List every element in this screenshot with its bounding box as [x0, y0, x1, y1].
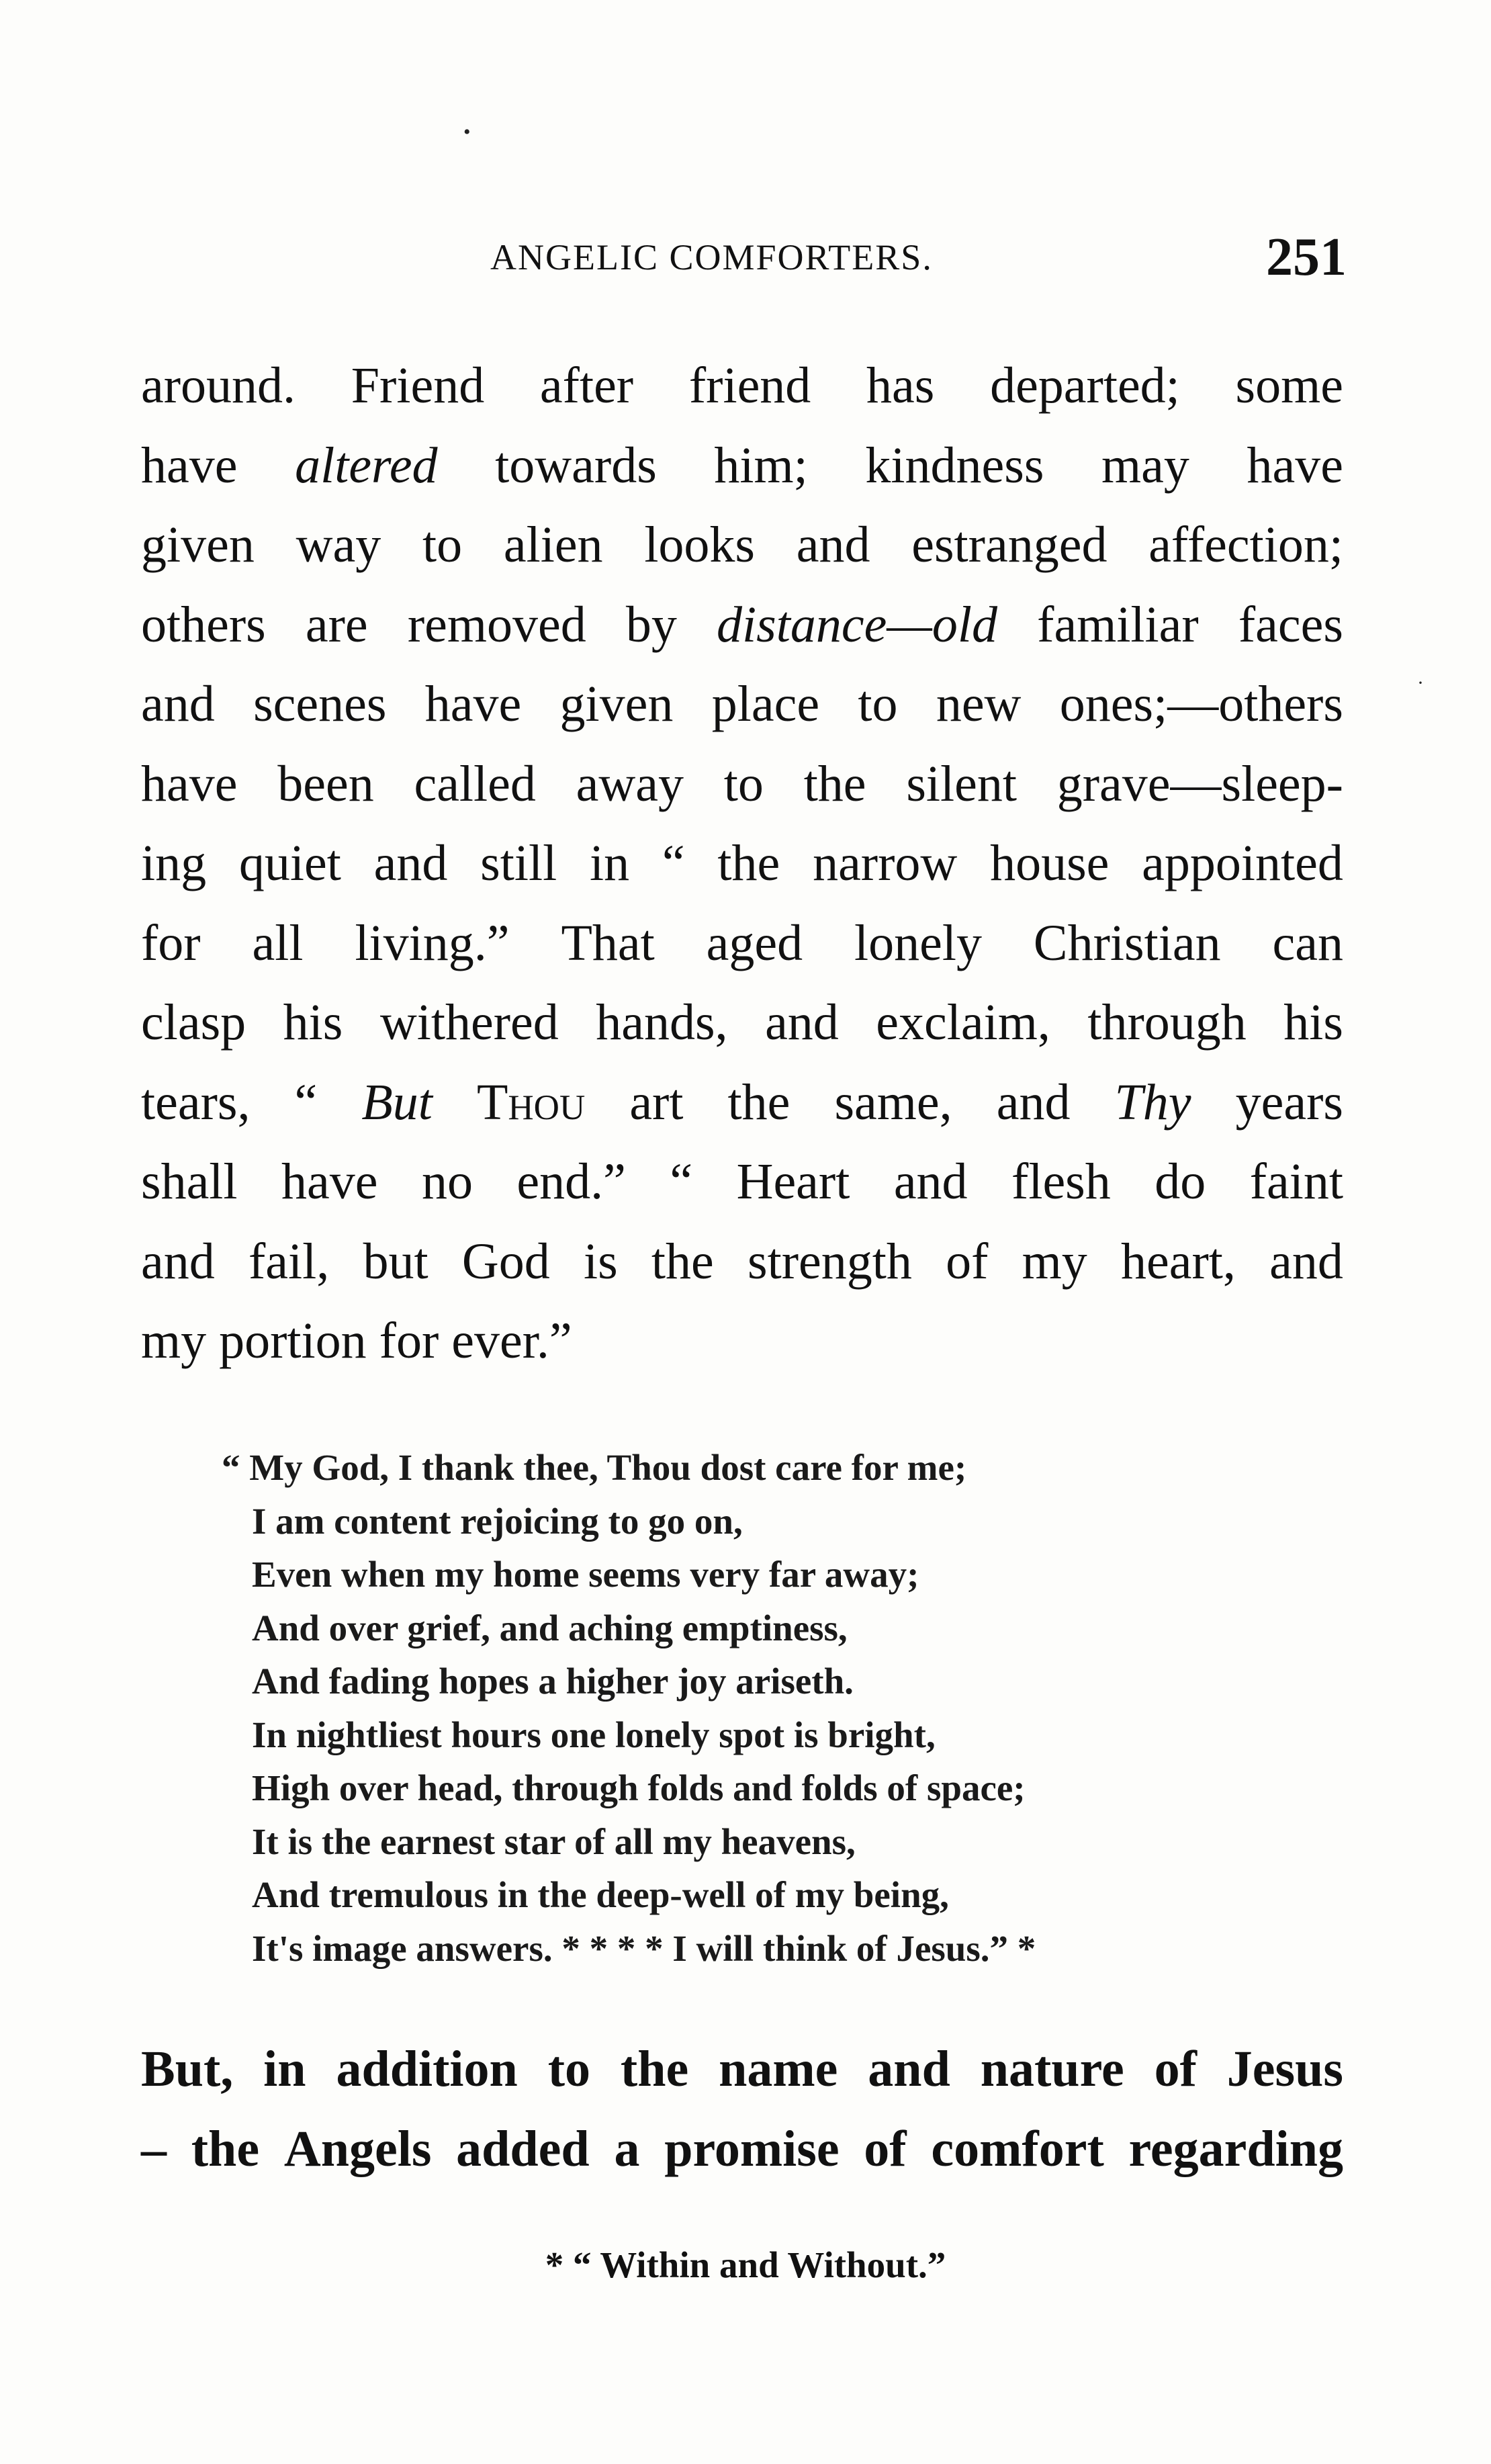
prose-line: and fail, but God is the strength of my heart, and [141, 1233, 1343, 1290]
prose-line: shall have no end.” “ Heart and flesh do faint [141, 1153, 1343, 1210]
poem-line: And fading hopes a higher joy ariseth. [252, 1661, 854, 1702]
prose-line: ing quiet and still in “ the narrow house appointed [141, 835, 1343, 891]
prose-line: others are removed by distance—old familiar faces [141, 596, 1343, 653]
poem-line: It's image answers. * * * * I will think of Jesus.” * [252, 1927, 1036, 1969]
prose-line: given way to alien looks and estranged affection; [141, 517, 1343, 573]
closing-paragraph [141, 2029, 1343, 2188]
stray-dot-right: · [1417, 672, 1424, 694]
poem-line: Even when my home seems very far away; [252, 1554, 919, 1595]
page-number: 251 [1266, 228, 1347, 287]
prose-line: my portion for ever.” [141, 1313, 572, 1369]
prose-line: for all living.” That aged lonely Christian can [141, 914, 1343, 971]
prose-paragraph [141, 346, 1343, 1381]
poem-line: In nightliest hours one lonely spot is bright, [252, 1714, 936, 1755]
closing-line: But, in addition to the name and nature of Jesus [141, 2041, 1343, 2097]
prose-line: tears, “ But Thou art the same, and Thy years [141, 1073, 1343, 1131]
prose-line: have altered towards him; kindness may have [141, 437, 1343, 494]
closing-line: – the Angels added a promise of comfort regarding [141, 2120, 1343, 2177]
prose-line: around. Friend after friend has departed; some [141, 357, 1343, 414]
prose-line: clasp his withered hands, and exclaim, through his [141, 994, 1343, 1051]
poem-line: I am content rejoicing to go on, [252, 1500, 743, 1542]
stray-dot-top: • [463, 121, 471, 143]
footnote: * “ Within and Without.” [545, 2244, 946, 2285]
running-header [490, 228, 1347, 297]
running-title: ANGELIC COMFORTERS. [490, 237, 933, 277]
poem-line: And tremulous in the deep-well of my being, [252, 1874, 949, 1915]
prose-line: and scenes have given place to new ones;—others [141, 676, 1343, 732]
poem-quotation [222, 1441, 1350, 1975]
prose-line: have been called away to the silent grave—sleep- [141, 755, 1343, 812]
poem-line: It is the earnest star of all my heavens, [252, 1820, 856, 1862]
poem-line: “ My God, I thank thee, Thou dost care for me; [222, 1447, 967, 1488]
poem-line: And over grief, and aching emptiness, [252, 1607, 848, 1648]
poem-line: High over head, through folds and folds of space; [252, 1767, 1026, 1808]
